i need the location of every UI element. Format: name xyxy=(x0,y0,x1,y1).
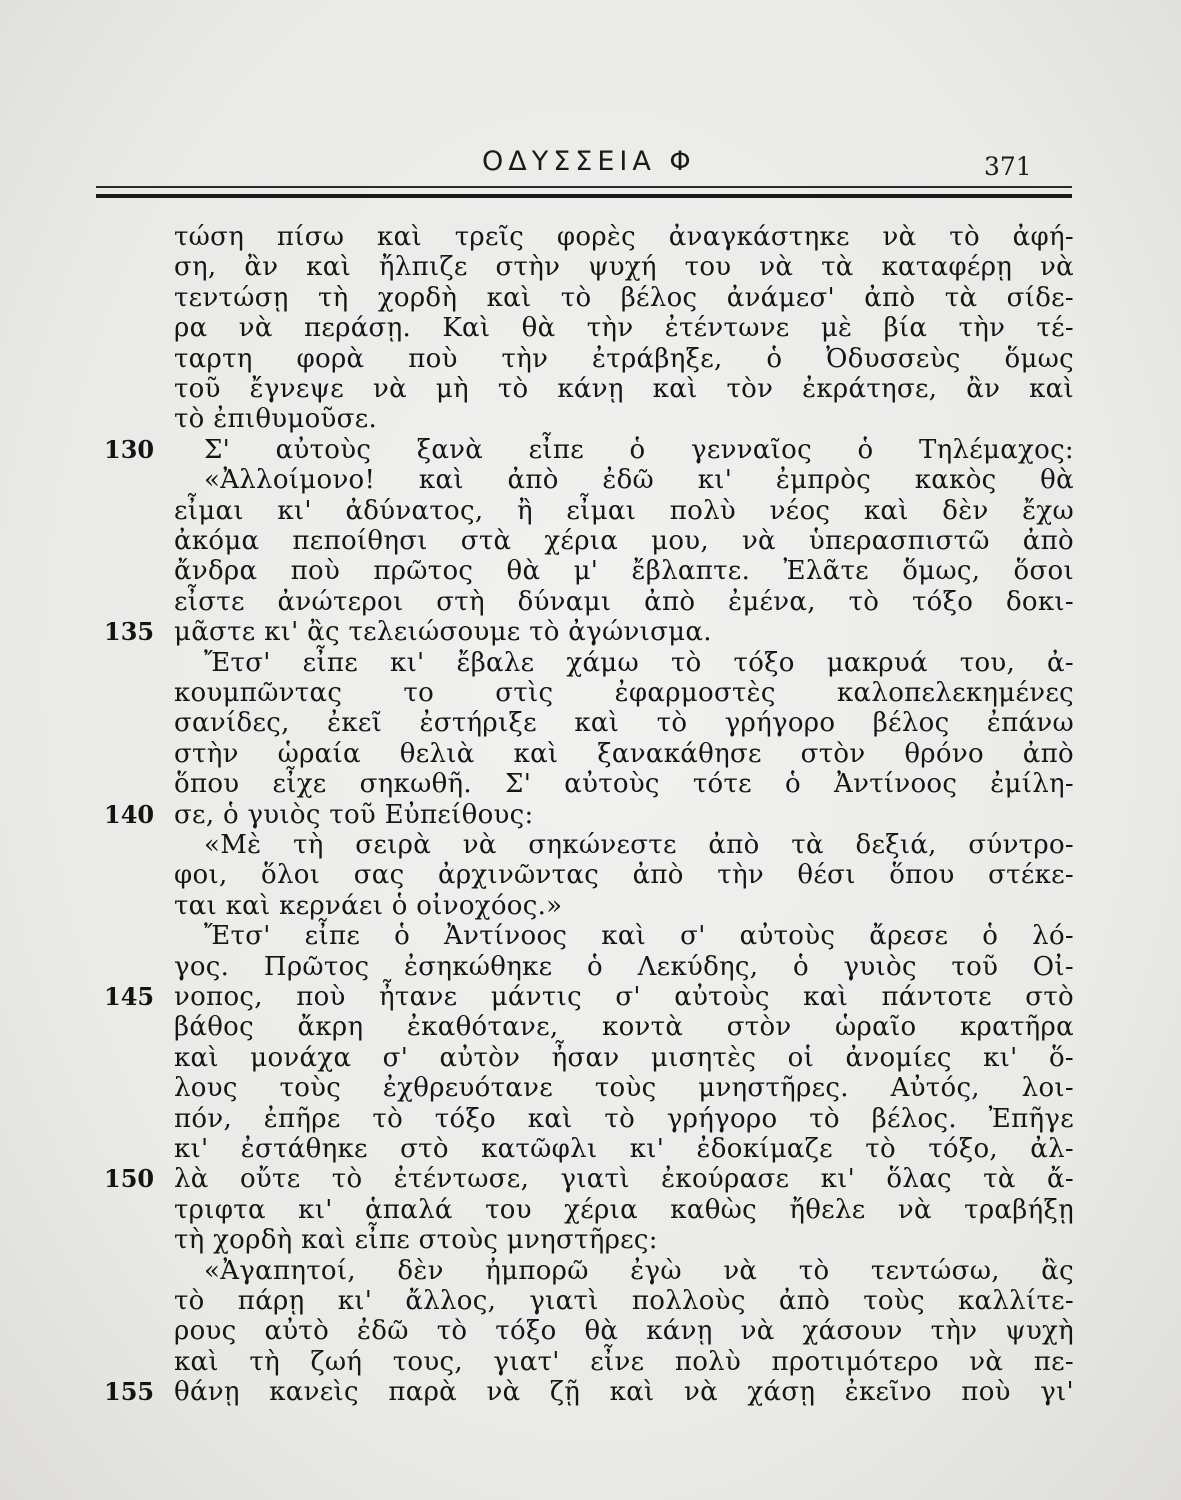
verse-line-number: 145 xyxy=(104,982,155,1011)
text-line: ἄνδρα ποὺ πρῶτος θὰ μ' ἔβλαπτε. Ἐλᾶτε ὅμως, ὅσοι xyxy=(174,556,1074,586)
text-line: ὅπου εἶχε σηκωθῆ. Σ' αὐτοὺς τότε ὁ Ἀντίνοος ἐμίλη- xyxy=(174,769,1074,799)
text-line: τὸ πάρῃ κι' ἄλλος, γιατὶ πολλοὺς ἀπὸ τοὺς καλλίτε- xyxy=(174,1286,1074,1316)
text-line: βάθος ἄκρη ἐκαθότανε, κοντὰ στὸν ὡραῖο κρατῆρα xyxy=(174,1012,1074,1042)
text-line: σανίδες, ἐκεῖ ἐστήριξε καὶ τὸ γρήγορο βέλος ἐπάνω xyxy=(174,708,1074,738)
text-line: τοῦ ἔγνεψε νὰ μὴ τὸ κάνῃ καὶ τὸν ἐκράτησε, ἂν καὶ xyxy=(174,374,1074,404)
text-line: ρα νὰ περάσῃ. Καὶ θὰ τὴν ἐτέντωνε μὲ βία τὴν τέ- xyxy=(174,313,1074,343)
text-line: εἶμαι κι' ἀδύνατος, ἢ εἶμαι πολὺ νέος καὶ δὲν ἔχω xyxy=(174,496,1074,526)
text-line: νοπος, ποὺ ἦτανε μάντις σ' αὐτοὺς καὶ πάντοτε στὸ xyxy=(174,982,1074,1012)
text-line: τώση πίσω καὶ τρεῖς φορὲς ἀναγκάστηκε νὰ τὸ ἀφή- xyxy=(174,222,1074,252)
header-rule-thin xyxy=(96,186,1072,188)
text-line: κι' ἐστάθηκε στὸ κατῶφλι κι' ἐδοκίμαζε τὸ τόξο, ἀλ- xyxy=(174,1134,1074,1164)
text-line: ση, ἂν καὶ ἤλπιζε στὴν ψυχή του νὰ τὰ καταφέρῃ νὰ xyxy=(174,252,1074,282)
text-line: Ἔτσ' εἶπε κι' ἔβαλε χάμω τὸ τόξο μακρυά του, ἀ- xyxy=(204,648,1074,678)
text-line: τὴ χορδὴ καὶ εἶπε στοὺς μνηστῆρες: xyxy=(174,1225,658,1255)
header-rule-thick xyxy=(96,194,1072,198)
text-line: φοι, ὅλοι σας ἀρχινῶντας ἀπὸ τὴν θέσι ὅπου στέκε- xyxy=(174,860,1074,890)
text-line: τριφτα κι' ἁπαλά του χέρια καθὼς ἤθελε νὰ τραβήξῃ xyxy=(174,1195,1074,1225)
verse-line-number: 135 xyxy=(104,617,155,646)
text-line: ἀκόμα πεποίθησι στὰ χέρια μου, νὰ ὑπερασπιστῶ ἀπὸ xyxy=(174,526,1074,556)
text-line: καὶ τὴ ζωή τους, γιατ' εἶνε πολὺ προτιμότερο νὰ πε- xyxy=(174,1347,1074,1377)
text-line: Σ' αὐτοὺς ξανὰ εἶπε ὁ γενναῖος ὁ Τηλέμαχος: xyxy=(204,435,1074,465)
text-line: στὴν ὡραία θελιὰ καὶ ξανακάθησε στὸν θρόνο ἀπὸ xyxy=(174,739,1074,769)
text-line: Ἔτσ' εἶπε ὁ Ἀντίνοος καὶ σ' αὐτοὺς ἄρεσε ὁ λό- xyxy=(204,921,1074,951)
text-line: εἶστε ἀνώτεροι στὴ δύναμι ἀπὸ ἐμένα, τὸ τόξο δοκι- xyxy=(174,587,1074,617)
verse-line-number: 150 xyxy=(104,1164,155,1193)
running-title: ΟΔΥΣΣΕΙΑ Φ xyxy=(482,146,696,177)
text-line: «Ἀλλοίμονο! καὶ ἀπὸ ἐδῶ κι' ἐμπρὸς κακὸς θὰ xyxy=(204,465,1074,495)
verse-line-number: 140 xyxy=(104,800,155,829)
text-line: καὶ μονάχα σ' αὐτὸν ἦσαν μισητὲς οἱ ἀνομίες κι' ὅ- xyxy=(174,1043,1074,1073)
text-line: γος. Πρῶτος ἐσηκώθηκε ὁ Λεκύδης, ὁ γυιὸς τοῦ Οἰ- xyxy=(174,952,1074,982)
text-line: πόν, ἐπῆρε τὸ τόξο καὶ τὸ γρήγορο τὸ βέλος. Ἐπῆγε xyxy=(174,1104,1074,1134)
text-line: θάνῃ κανεὶς παρὰ νὰ ζῇ καὶ νὰ χάσῃ ἐκεῖνο ποὺ γι' xyxy=(174,1377,1074,1407)
text-line: «Ἀγαπητοί, δὲν ἠμπορῶ ἐγὼ νὰ τὸ τεντώσω, ἂς xyxy=(204,1256,1074,1286)
page-header xyxy=(0,146,1181,186)
text-line: ρους αὐτὸ ἐδῶ τὸ τόξο θὰ κάνῃ νὰ χάσουν τὴν ψυχὴ xyxy=(174,1316,1074,1346)
text-line: μᾶστε κι' ἂς τελειώσουμε τὸ ἀγώνισμα. xyxy=(174,617,712,647)
text-line: ται καὶ κερνάει ὁ οἰνοχόος.» xyxy=(174,891,563,921)
text-line: «Μὲ τὴ σειρὰ νὰ σηκώνεστε ἀπὸ τὰ δεξιά, σύντρο- xyxy=(204,830,1074,860)
text-line: λους τοὺς ἐχθρευότανε τοὺς μνηστῆρες. Αὐτός, λοι- xyxy=(174,1073,1074,1103)
verse-line-number: 130 xyxy=(104,435,155,464)
verse-line-number: 155 xyxy=(104,1377,155,1406)
text-line: λὰ οὔτε τὸ ἐτέντωσε, γιατὶ ἐκούρασε κι' ὅλας τὰ ἄ- xyxy=(174,1164,1074,1194)
page-number: 371 xyxy=(984,152,1032,181)
text-line: τὸ ἐπιθυμοῦσε. xyxy=(174,404,378,434)
text-line: σε, ὁ γυιὸς τοῦ Εὐπείθους: xyxy=(174,800,534,830)
text-line: ταρτη φορὰ ποὺ τὴν ἐτράβηξε, ὁ Ὀδυσσεὺς ὅμως xyxy=(174,344,1074,374)
text-line: κουμπῶντας το στὶς ἐφαρμοστὲς καλοπελεκημένες xyxy=(174,678,1074,708)
text-line: τεντώσῃ τὴ χορδὴ καὶ τὸ βέλος ἀνάμεσ' ἀπὸ τὰ σίδε- xyxy=(174,283,1074,313)
